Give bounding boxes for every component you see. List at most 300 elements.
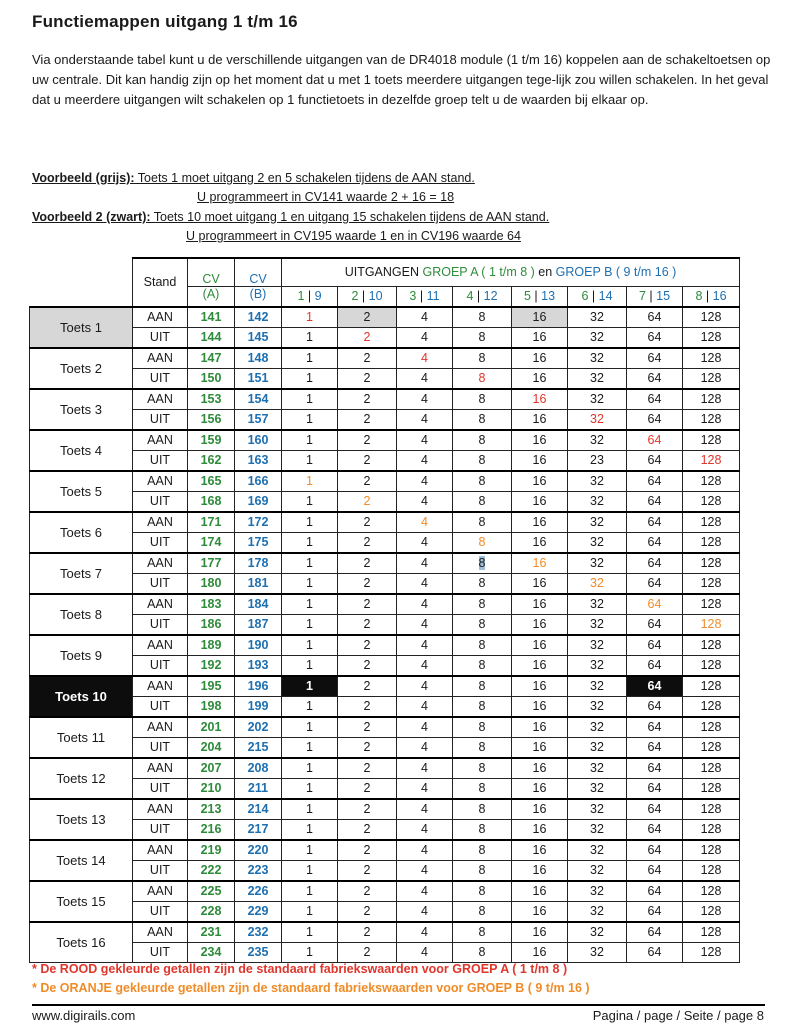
value-cell: 64	[627, 491, 683, 512]
value-cell: 1	[282, 553, 338, 574]
value-cell: 32	[568, 881, 627, 902]
value-cell: 64	[627, 799, 683, 820]
value-cell: 32	[568, 368, 627, 389]
value-cell: 23	[568, 450, 627, 471]
pair-header: 1 | 9	[282, 286, 338, 307]
cv-a-cell: 189	[188, 635, 235, 656]
table-row	[30, 635, 740, 656]
value-cell: 1	[282, 635, 338, 656]
toets-label: Toets 3	[30, 389, 133, 430]
value-cell: 128	[683, 368, 740, 389]
value-cell: 16	[512, 368, 568, 389]
value-cell: 64	[627, 819, 683, 840]
value-cell: 16	[512, 635, 568, 656]
toets-label: Toets 2	[30, 348, 133, 389]
example-2	[32, 210, 549, 224]
value-cell: 8	[453, 573, 512, 594]
value-cell: 8	[453, 409, 512, 430]
stand-cell: UIT	[133, 491, 188, 512]
value-cell: 16	[512, 881, 568, 902]
cv-a-cell: 186	[188, 614, 235, 635]
pair-a: 2	[351, 289, 359, 303]
value-cell: 1	[282, 737, 338, 758]
value-cell: 4	[397, 327, 453, 348]
pair-a: 8	[695, 289, 703, 303]
stand-cell: AAN	[133, 676, 188, 697]
value-cell: 32	[568, 573, 627, 594]
value-cell: 128	[683, 635, 740, 656]
pair-b: 14	[598, 289, 613, 303]
value-cell: 8	[453, 860, 512, 881]
value-cell: 16	[512, 553, 568, 574]
value-cell: 4	[397, 512, 453, 533]
value-cell: 32	[568, 409, 627, 430]
value-cell: 64	[627, 512, 683, 533]
value-cell: 64	[627, 430, 683, 451]
value-cell: 2	[338, 717, 397, 738]
value-cell: 16	[512, 307, 568, 328]
cv-b-cell: 199	[235, 696, 282, 717]
stand-cell: UIT	[133, 450, 188, 471]
value-cell: 32	[568, 819, 627, 840]
value-cell: 4	[397, 717, 453, 738]
stand-cell: AAN	[133, 471, 188, 492]
table-row	[30, 450, 740, 471]
value-cell: 16	[512, 717, 568, 738]
cv-a-cell: 198	[188, 696, 235, 717]
stand-cell: AAN	[133, 635, 188, 656]
value-cell: 8	[453, 389, 512, 410]
value-cell: 4	[397, 737, 453, 758]
value-cell: 64	[627, 307, 683, 328]
value-cell: 2	[338, 799, 397, 820]
pair-a: 3	[409, 289, 417, 303]
value-cell: 16	[512, 922, 568, 943]
toets-label: Toets 15	[30, 881, 133, 922]
value-cell: 2	[338, 491, 397, 512]
value-cell: 2	[338, 614, 397, 635]
value-cell: 128	[683, 614, 740, 635]
value-cell: 1	[282, 922, 338, 943]
table-row	[30, 655, 740, 676]
value-cell: 64	[627, 778, 683, 799]
value-cell: 8	[453, 471, 512, 492]
stand-cell: UIT	[133, 655, 188, 676]
value-cell: 2	[338, 737, 397, 758]
value-cell: 4	[397, 840, 453, 861]
pair-header: 3 | 11	[397, 286, 453, 307]
value-cell: 64	[627, 348, 683, 369]
value-cell: 16	[512, 737, 568, 758]
pair-b: 9	[314, 289, 322, 303]
cv-a-cell: 168	[188, 491, 235, 512]
value-cell: 128	[683, 471, 740, 492]
value-cell: 16	[512, 840, 568, 861]
value-cell: 1	[282, 348, 338, 369]
value-cell: 32	[568, 717, 627, 738]
value-cell: 32	[568, 696, 627, 717]
pair-a: 7	[638, 289, 646, 303]
value-cell: 128	[683, 389, 740, 410]
value-cell: 128	[683, 553, 740, 574]
example-1	[32, 171, 475, 185]
cv-a-cell: 177	[188, 553, 235, 574]
value-cell: 2	[338, 922, 397, 943]
value-cell: 32	[568, 676, 627, 697]
value-cell: 16	[512, 799, 568, 820]
value-cell: 1	[282, 840, 338, 861]
cv-a-cell: 207	[188, 758, 235, 779]
value-cell: 2	[338, 368, 397, 389]
toets-label: Toets 5	[30, 471, 133, 512]
value-cell: 8	[453, 512, 512, 533]
value-cell: 16	[512, 614, 568, 635]
pair-a: 4	[466, 289, 474, 303]
stand-cell: AAN	[133, 430, 188, 451]
cv-b-cell: 142	[235, 307, 282, 328]
value-cell: 8	[453, 717, 512, 738]
value-cell: 4	[397, 635, 453, 656]
value-cell: 64	[627, 942, 683, 962]
value-cell: 16	[512, 430, 568, 451]
value-cell: 2	[338, 409, 397, 430]
value-cell: 16	[512, 778, 568, 799]
table-row	[30, 594, 740, 615]
cv-a-cell: 159	[188, 430, 235, 451]
value-cell: 128	[683, 348, 740, 369]
value-cell: 2	[338, 430, 397, 451]
value-cell: 1	[282, 512, 338, 533]
value-cell: 4	[397, 860, 453, 881]
value-cell: 8	[453, 368, 512, 389]
cv-a-cell: 180	[188, 573, 235, 594]
value-cell: 2	[338, 696, 397, 717]
value-cell: 8	[453, 594, 512, 615]
value-cell: 1	[282, 860, 338, 881]
value-cell: 4	[397, 799, 453, 820]
value-cell: 8	[453, 922, 512, 943]
table-row	[30, 881, 740, 902]
toets-label: Toets 6	[30, 512, 133, 553]
pair-header: 6 | 14	[568, 286, 627, 307]
table-row	[30, 860, 740, 881]
pair-header: 4 | 12	[453, 286, 512, 307]
value-cell: 4	[397, 450, 453, 471]
toets-label: Toets 12	[30, 758, 133, 799]
cv-b-cell: 169	[235, 491, 282, 512]
pair-b: 12	[483, 289, 498, 303]
value-cell: 32	[568, 860, 627, 881]
value-cell: 1	[282, 327, 338, 348]
value-cell: 4	[397, 696, 453, 717]
table-row	[30, 327, 740, 348]
stand-cell: UIT	[133, 368, 188, 389]
value-cell: 32	[568, 901, 627, 922]
toets-label: Toets 4	[30, 430, 133, 471]
value-cell: 64	[627, 409, 683, 430]
cv-b-cell: 145	[235, 327, 282, 348]
table-row	[30, 942, 740, 962]
stand-cell: AAN	[133, 348, 188, 369]
value-cell: 1	[282, 450, 338, 471]
cv-a-cell: 147	[188, 348, 235, 369]
value-cell: 16	[512, 532, 568, 553]
cv-b-cell: 202	[235, 717, 282, 738]
header-cv-a: CV	[188, 258, 235, 286]
header-groep-a: GROEP A ( 1 t/m 8 )	[422, 265, 535, 280]
table-row	[30, 389, 740, 410]
stand-cell: UIT	[133, 819, 188, 840]
value-cell: 128	[683, 450, 740, 471]
cv-b-cell: 211	[235, 778, 282, 799]
pair-a: 5	[523, 289, 531, 303]
stand-cell: AAN	[133, 758, 188, 779]
value-cell: 128	[683, 676, 740, 697]
cv-b-cell: 196	[235, 676, 282, 697]
value-cell: 4	[397, 573, 453, 594]
table-row	[30, 819, 740, 840]
value-cell: 32	[568, 758, 627, 779]
value-cell: 2	[338, 389, 397, 410]
value-cell: 8	[453, 491, 512, 512]
value-cell: 32	[568, 778, 627, 799]
stand-cell: AAN	[133, 512, 188, 533]
value-cell: 16	[512, 389, 568, 410]
page-title: Functiemappen uitgang 1 t/m 16	[32, 12, 298, 31]
value-cell: 4	[397, 922, 453, 943]
cv-a-cell: 195	[188, 676, 235, 697]
value-cell: 16	[512, 901, 568, 922]
pair-b: 10	[368, 289, 383, 303]
example-1-sub: U programmeert in CV141 waarde 2 + 16 = 18	[197, 190, 455, 204]
value-cell: 2	[338, 348, 397, 369]
value-cell: 32	[568, 532, 627, 553]
value-cell: 128	[683, 819, 740, 840]
value-cell: 64	[627, 327, 683, 348]
cv-a-cell: 165	[188, 471, 235, 492]
cv-b-cell: 220	[235, 840, 282, 861]
toets-label: Toets 10	[30, 676, 133, 717]
table-row	[30, 614, 740, 635]
value-cell: 2	[338, 327, 397, 348]
value-cell: 16	[512, 491, 568, 512]
cv-a-cell: 234	[188, 942, 235, 962]
value-cell: 128	[683, 717, 740, 738]
table-row	[30, 901, 740, 922]
value-cell: 128	[683, 696, 740, 717]
example-2-label: Voorbeeld 2 (zwart):	[32, 210, 151, 224]
value-cell: 2	[338, 450, 397, 471]
value-cell: 64	[627, 737, 683, 758]
stand-cell: UIT	[133, 409, 188, 430]
value-cell: 64	[627, 450, 683, 471]
value-cell: 8	[453, 819, 512, 840]
value-cell: 32	[568, 348, 627, 369]
value-cell: 64	[627, 553, 683, 574]
table-body	[30, 307, 740, 963]
note-orange: * De ORANJE gekleurde getallen zijn de standaard fabriekswaarden voor GROEP B ( 9 t/m 16 )	[32, 981, 590, 995]
value-cell: 32	[568, 471, 627, 492]
example-1-text: Toets 1 moet uitgang 2 en 5 schakelen tijdens de AAN stand.	[134, 171, 475, 185]
value-cell: 2	[338, 840, 397, 861]
value-cell: 64	[627, 368, 683, 389]
value-cell: 8	[453, 614, 512, 635]
value-cell: 32	[568, 799, 627, 820]
value-cell: 8	[453, 450, 512, 471]
value-cell: 4	[397, 778, 453, 799]
value-cell: 64	[627, 614, 683, 635]
value-cell: 2	[338, 901, 397, 922]
pair-b: 16	[712, 289, 727, 303]
value-cell: 8	[453, 307, 512, 328]
value-cell: 8	[453, 778, 512, 799]
table-row	[30, 717, 740, 738]
stand-cell: UIT	[133, 696, 188, 717]
function-map-table	[29, 257, 740, 963]
value-cell: 4	[397, 471, 453, 492]
value-cell: 128	[683, 307, 740, 328]
stand-cell: AAN	[133, 840, 188, 861]
value-cell: 8	[453, 348, 512, 369]
cv-b-cell: 154	[235, 389, 282, 410]
header-uitgangen	[282, 258, 740, 286]
value-cell: 8	[453, 327, 512, 348]
cv-a-cell: 174	[188, 532, 235, 553]
value-cell: 128	[683, 758, 740, 779]
value-cell: 8	[453, 737, 512, 758]
value-cell: 1	[282, 471, 338, 492]
value-cell: 16	[512, 860, 568, 881]
pair-a: 1	[297, 289, 305, 303]
cv-a-cell: 213	[188, 799, 235, 820]
stand-cell: AAN	[133, 717, 188, 738]
value-cell: 4	[397, 901, 453, 922]
stand-cell: AAN	[133, 799, 188, 820]
value-cell: 128	[683, 737, 740, 758]
cv-b-cell: 214	[235, 799, 282, 820]
toets-label: Toets 14	[30, 840, 133, 881]
footer-website: www.digirails.com	[32, 1008, 136, 1023]
table-row	[30, 758, 740, 779]
value-cell: 128	[683, 327, 740, 348]
footer-page: Pagina / page / Seite / page 8	[592, 1008, 764, 1023]
stand-cell: UIT	[133, 901, 188, 922]
toets-label: Toets 9	[30, 635, 133, 676]
value-cell: 16	[512, 942, 568, 962]
header-uitgangen-label: UITGANGEN	[344, 265, 419, 280]
value-cell: 64	[627, 389, 683, 410]
value-cell: 4	[397, 594, 453, 615]
toets-label: Toets 7	[30, 553, 133, 594]
value-cell: 1	[282, 696, 338, 717]
value-cell: 4	[397, 532, 453, 553]
value-cell: 1	[282, 368, 338, 389]
value-cell: 32	[568, 840, 627, 861]
table-row	[30, 348, 740, 369]
value-cell: 128	[683, 901, 740, 922]
cv-a-cell: 204	[188, 737, 235, 758]
cv-a-cell: 156	[188, 409, 235, 430]
value-cell: 8	[453, 635, 512, 656]
value-cell: 8	[453, 942, 512, 962]
cv-b-cell: 226	[235, 881, 282, 902]
value-cell: 1	[282, 614, 338, 635]
value-cell: 2	[338, 594, 397, 615]
table-row	[30, 430, 740, 451]
value-cell: 1	[282, 573, 338, 594]
value-cell: 16	[512, 471, 568, 492]
cv-a-cell: 201	[188, 717, 235, 738]
value-cell: 128	[683, 881, 740, 902]
stand-cell: UIT	[133, 860, 188, 881]
toets-label: Toets 8	[30, 594, 133, 635]
table-row	[30, 491, 740, 512]
cv-b-cell: 172	[235, 512, 282, 533]
value-cell: 64	[627, 922, 683, 943]
value-cell: 128	[683, 922, 740, 943]
value-cell: 2	[338, 512, 397, 533]
cv-b-cell: 232	[235, 922, 282, 943]
header-stand: Stand	[133, 258, 188, 307]
value-cell: 1	[282, 758, 338, 779]
cv-b-cell: 229	[235, 901, 282, 922]
value-cell: 1	[282, 389, 338, 410]
value-cell: 2	[338, 573, 397, 594]
value-cell: 64	[627, 717, 683, 738]
cv-b-cell: 163	[235, 450, 282, 471]
value-cell: 4	[397, 389, 453, 410]
value-cell: 2	[338, 860, 397, 881]
value-cell: 8	[453, 881, 512, 902]
pair-a: 6	[581, 289, 589, 303]
value-cell: 16	[512, 819, 568, 840]
value-cell: 16	[512, 450, 568, 471]
table-row	[30, 553, 740, 574]
value-cell: 128	[683, 860, 740, 881]
value-cell: 128	[683, 532, 740, 553]
value-cell: 2	[338, 758, 397, 779]
table-row	[30, 737, 740, 758]
cv-b-cell: 208	[235, 758, 282, 779]
value-cell: 4	[397, 348, 453, 369]
value-cell: 32	[568, 430, 627, 451]
value-cell: 8	[453, 532, 512, 553]
cv-b-cell: 190	[235, 635, 282, 656]
intro-paragraph: Via onderstaande tabel kunt u de verschillende uitgangen van de DR4018 module (1 t/m 16) koppelen aan de schakeltoetsen op uw centrale. Dit kan handig zijn op het moment dat u met 1 toets meerdere uitgangen tege-lijk zou willen schakelen. In het geval dat u meerdere uitgangen wilt schakelen op 1 functietoets in dezelfde groep telt u de waarden bij elkaar op.	[32, 52, 771, 107]
value-cell: 64	[627, 901, 683, 922]
table-row	[30, 471, 740, 492]
cv-a-cell: 210	[188, 778, 235, 799]
value-cell: 4	[397, 655, 453, 676]
stand-cell: UIT	[133, 327, 188, 348]
table-row	[30, 307, 740, 328]
value-cell: 1	[282, 799, 338, 820]
stand-cell: AAN	[133, 389, 188, 410]
value-cell: 16	[512, 348, 568, 369]
value-cell: 4	[397, 491, 453, 512]
value-cell: 8	[453, 901, 512, 922]
value-cell: 4	[397, 676, 453, 697]
value-cell: 32	[568, 491, 627, 512]
value-cell: 8	[453, 655, 512, 676]
value-cell: 16	[512, 758, 568, 779]
value-cell: 8	[453, 676, 512, 697]
toets-label: Toets 1	[30, 307, 133, 348]
value-cell: 4	[397, 553, 453, 574]
cv-a-cell: 219	[188, 840, 235, 861]
cv-b-cell: 223	[235, 860, 282, 881]
value-cell: 32	[568, 327, 627, 348]
